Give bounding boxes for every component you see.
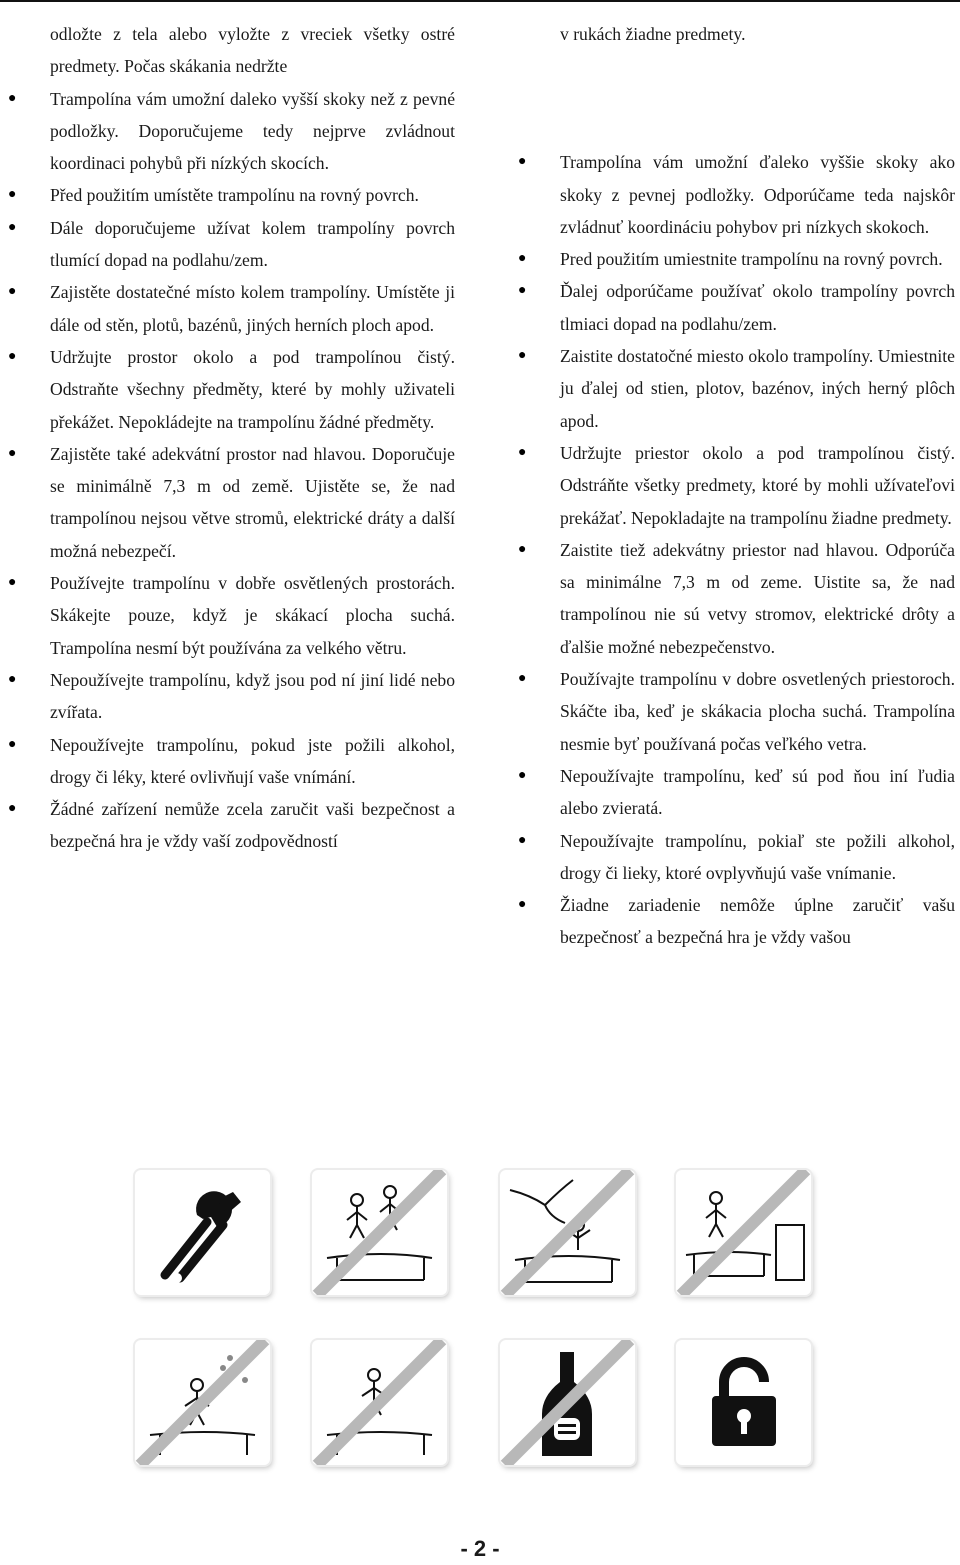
bullet-item — [8, 179, 455, 211]
bullet-item — [518, 243, 955, 275]
continued-paragraph — [50, 18, 455, 83]
no-drunk-jumping-icon — [312, 1340, 447, 1465]
bullet-text: Zajistěte také adekvátní prostor nad hlavou. Doporučuje se minimálně 7,3 m od země. Ujistěte se, že nad trampolínou nejsou větve stromů, elektrické dráty a další možná nebezpečí. — [50, 443, 455, 561]
left-column-czech — [8, 18, 455, 858]
bullet-item — [8, 664, 455, 729]
bullet-text: Dále doporučujeme užívat kolem trampolíny povrch tlumící dopad na podlahu/zem. — [50, 217, 455, 271]
bullet-text: Používejte trampolínu v dobře osvětlených prostorách. Skákejte pouze, když je skákací plocha suchá. Trampolína nesmí být používána za velkého větru. — [50, 573, 455, 658]
bullet-item — [518, 275, 955, 340]
no-two-jumpers-icon — [312, 1170, 447, 1295]
bullet-item — [518, 889, 955, 954]
bullet-icon: ● — [518, 671, 527, 687]
right-column-lead: v rukách žiadne predmety. — [560, 24, 746, 44]
bullet-item — [518, 146, 955, 243]
bullet-icon: ● — [8, 801, 17, 817]
no-jumping-under-tree-icon — [500, 1170, 635, 1295]
bullet-icon: ● — [8, 445, 17, 461]
bullet-item — [518, 663, 955, 760]
bullet-text: Zaistite dostatočné miesto okolo trampolíny. Umiestnite ju ďalej od stien, plotov, bazénov, iných herný plôch apod. — [560, 346, 955, 431]
bullet-item — [8, 438, 455, 567]
bullet-item — [8, 567, 455, 664]
bullet-text: Ďalej odporúčame používať okolo trampolíny povrch tlmiaci dopad na podlahu/zem. — [560, 281, 955, 334]
bullet-icon: ● — [8, 348, 17, 364]
bullet-icon: ● — [8, 219, 17, 235]
bullet-icon: ● — [8, 736, 17, 752]
bullet-item — [518, 534, 955, 663]
bullet-item — [518, 340, 955, 437]
bullet-text: Před použitím umístěte trampolínu na rovný povrch. — [50, 185, 419, 206]
bullet-text: Trampolína vám umožní daleko vyšší skoky než z pevné podložky. Doporučujeme tedy nejprve zvládnout koordinaci pohybů při nízkých skocích. — [50, 88, 455, 174]
bullet-icon: ● — [518, 832, 527, 848]
bullet-text: Používajte trampolínu v dobre osvetlených priestoroch. Skáčte iba, keď je skákacia plocha suchá. Trampolína nesmie byť používaná počas veľkého vetra. — [560, 669, 955, 754]
bullet-item — [8, 729, 455, 794]
bullet-text: Udržujte prostor okolo a pod trampolínou čistý. Odstraňte všechny předměty, které by mohly uživateli překážet. Nepokládejte na trampolínu žádné předměty. — [50, 346, 455, 432]
bullet-icon: ● — [8, 575, 17, 591]
column-spacer — [560, 50, 955, 146]
bullet-icon: ● — [8, 671, 17, 687]
bullet-text: Nepoužívajte trampolínu, keď sú pod ňou iní ľudia alebo zvieratá. — [560, 765, 955, 819]
bullet-text: Pred použitím umiestnite trampolínu na rovný povrch. — [560, 249, 943, 270]
bullet-item — [8, 276, 455, 341]
tools-icon — [135, 1170, 270, 1295]
bullet-text: odložte z tela alebo vyložte z vreciek všetky ostré predmety. Počas skákania nedržte — [50, 24, 455, 77]
bullet-text: Nepoužívejte trampolínu, když jsou pod ní jiní lidé nebo zvířata. — [50, 669, 455, 723]
bullet-icon: ● — [8, 187, 17, 203]
bullet-icon: ● — [8, 284, 17, 300]
bullet-icon: ● — [518, 251, 527, 267]
bullet-item — [8, 212, 455, 277]
page-top-rule — [0, 0, 960, 2]
bullet-text: Nepoužívejte trampolínu, pokud jste požili alkohol, drogy či léky, které ovlivňují vaše vnímání. — [50, 734, 455, 787]
page-number: - 2 - — [460, 1536, 500, 1561]
bullet-item — [518, 760, 955, 825]
bullet-item — [8, 83, 455, 180]
bullet-text: Udržujte priestor okolo a pod trampolínou čistý. Odstráňte všetky predmety, ktoré by mohli užívateľovi prekážať. Nepokladajte na trampolínu žiadne predmety. — [560, 442, 955, 528]
bullet-text: Žádné zařízení nemůže zcela zaručit vaši bezpečnost a bezpečná hra je vždy vaší zodpovědností — [50, 799, 455, 852]
bullet-item — [8, 341, 455, 438]
right-column-slovak — [518, 18, 955, 954]
bullet-icon: ● — [518, 767, 527, 783]
bullet-item — [518, 825, 955, 890]
bullet-text: Trampolína vám umožní ďaleko vyššie skoky ako skoky z pevnej podložky. Odporúčame teda najskôr zvládnuť koordináciu pohybov pri nízkych skokoch. — [560, 152, 955, 237]
bullet-icon: ● — [518, 541, 527, 557]
bullet-icon: ● — [518, 283, 527, 299]
no-jumping-near-wall-icon — [676, 1170, 811, 1295]
padlock-icon — [676, 1340, 811, 1465]
bullet-text: Zaistite tiež adekvátny priestor nad hlavou. Odporúča sa minimálne 7,3 m od zeme. Uistite sa, že nad trampolínou nie sú vetvy stromov, elektrické drôty a ďalšie možné nebezpečenstvo. — [560, 539, 955, 657]
bullet-icon: ● — [518, 897, 527, 913]
bullet-text: Zajistěte dostatečné místo kolem trampolíny. Umístěte ji dále od stěn, plotů, bazénů, jiných herních ploch apod. — [50, 282, 455, 335]
bullet-icon: ● — [518, 348, 527, 364]
bullet-icon: ● — [518, 444, 527, 460]
bullet-icon: ● — [8, 90, 17, 106]
no-alcohol-icon — [500, 1340, 635, 1465]
bullet-text: Nepoužívajte trampolínu, pokiaľ ste požili alkohol, drogy či lieky, ktoré ovplyvňujú vaše vnímanie. — [560, 830, 955, 883]
bullet-item — [8, 793, 455, 858]
bullet-item — [518, 437, 955, 534]
bullet-text: Žiadne zariadenie nemôže úplne zaručiť vašu bezpečnosť a bezpečná hra je vždy vašou — [560, 895, 955, 948]
no-jumping-in-rain-icon — [135, 1340, 270, 1465]
bullet-icon: ● — [518, 154, 527, 170]
